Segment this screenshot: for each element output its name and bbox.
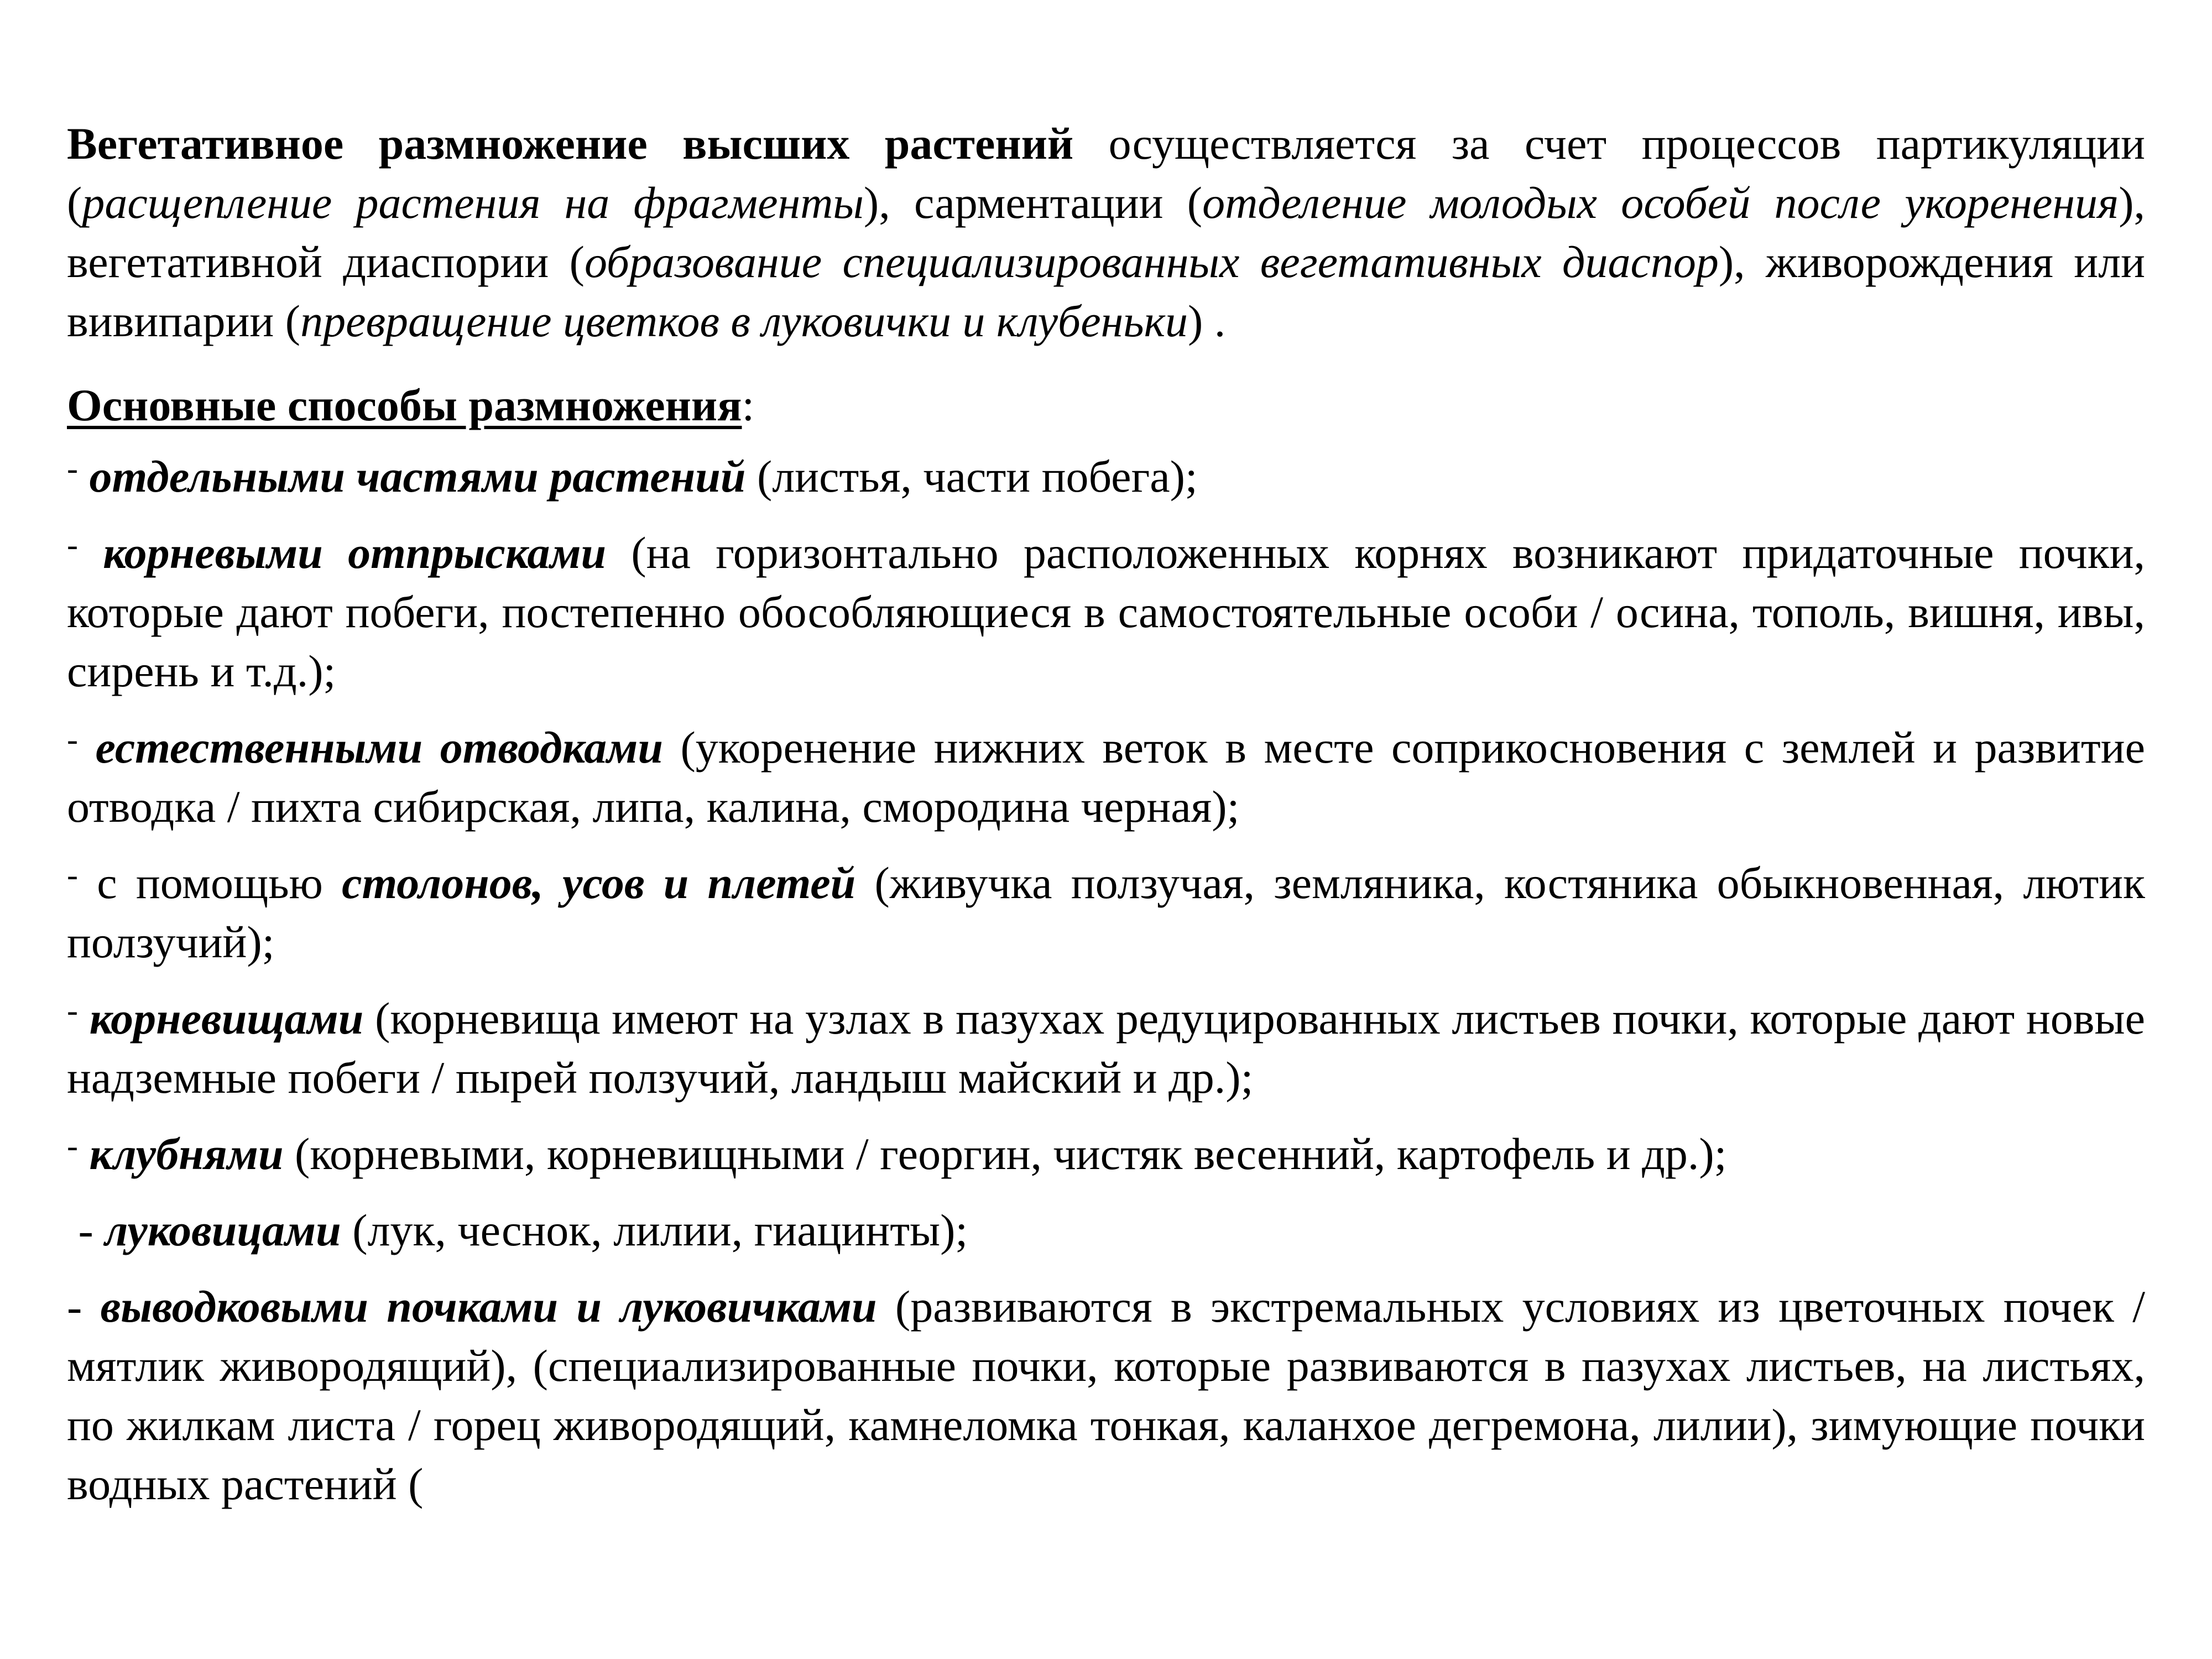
intro-text-5: ) .	[1187, 296, 1226, 346]
item-prefix	[78, 1129, 90, 1179]
intro-italic-2: отделение молодых особей после укоренения	[1202, 178, 2119, 228]
section-heading	[67, 375, 2145, 435]
list-item	[67, 718, 2145, 836]
item-term: корневыми отпрысками	[103, 528, 607, 578]
item-prefix	[78, 722, 96, 773]
item-term: луковицами	[105, 1205, 341, 1255]
item-description: (корневища имеют на узлах в пазухах редуцированных листьев почки, которые дают новые надземные побеги / пырей ползучий, ландыш майский и др.);	[67, 993, 2146, 1103]
bullet-dash: -	[67, 1128, 78, 1164]
item-term: корневищами	[89, 993, 364, 1044]
section-heading-label: Основные способы размножения	[67, 380, 742, 430]
intro-text-3: ), вегетативной диаспории (	[67, 178, 2145, 287]
bullet-dash: -	[67, 857, 78, 893]
intro-italic-1: расщепление растения на фрагменты	[82, 178, 864, 228]
list-item-bulbs	[67, 1201, 2145, 1260]
intro-italic-3: образование специализированных вегетативных диаспор	[584, 237, 1719, 287]
item-term: естественными отводками	[95, 722, 663, 773]
bullet-dash: -	[67, 526, 78, 563]
item-description: (развиваются в экстремальных условиях из цветочных почек / мятлик живородящий), (специализированные почки, которые развиваются в пазухах листьев, на листьях, по жилкам листа / горец живородящий, камнеломка тонкая, каланхое дегремона, лилии), зимующие почки водных растений (	[67, 1281, 2145, 1509]
item-prefix	[78, 451, 90, 502]
intro-paragraph	[67, 114, 2145, 351]
item-prefix	[78, 528, 103, 578]
item-description: (листья, части побега);	[745, 451, 1198, 502]
item-description: (живучка ползучая, земляника, костяника обыкновенная, лютик ползучий);	[67, 858, 2145, 967]
list-item	[67, 853, 2145, 972]
list-item	[67, 989, 2145, 1107]
bullet-dash: -	[67, 450, 78, 487]
item-prefix: -	[67, 1205, 105, 1255]
item-description: (укоренение нижних веток в месте соприкосновения с землей и развитие отводка / пихта сибирская, липа, калина, смородина черная);	[67, 722, 2146, 832]
list-item	[67, 447, 2145, 506]
item-term: столонов, усов и плетей	[342, 858, 856, 908]
item-description: (корневыми, корневищными / георгин, чистяк весенний, картофель и др.);	[283, 1129, 1727, 1179]
item-description: (лук, чеснок, лилии, гиацинты);	[341, 1205, 968, 1255]
intro-text-2: ), сарментации (	[863, 178, 1203, 228]
intro-bold-lead: Вегетативное размножение высших растений	[67, 118, 1074, 169]
bullet-dash: -	[67, 992, 78, 1029]
item-description: (на горизонтально расположенных корнях возникают придаточные почки, которые дают побеги, постепенно обособляющиеся в самостоятельные особи / осина, тополь, вишня, ивы, сирень и т.д.);	[67, 528, 2145, 696]
item-prefix: -	[67, 1281, 101, 1332]
document-page	[67, 114, 2145, 1531]
intro-text-4: ), живорождения или вивипарии (	[67, 237, 2145, 346]
item-prefix: с помощью	[77, 858, 342, 908]
list-item-brood	[67, 1277, 2145, 1514]
section-heading-colon: :	[742, 380, 755, 430]
item-prefix	[78, 993, 90, 1044]
bullet-dash: -	[67, 721, 78, 758]
item-term: выводковыми почками и луковичками	[100, 1281, 877, 1332]
intro-text-1: осуществляется за счет процессов партикуляции (	[67, 118, 2146, 228]
list-item	[67, 1124, 2145, 1183]
item-term: клубнями	[89, 1129, 284, 1179]
intro-italic-4: превращение цветков в луковички и клубеньки	[300, 296, 1188, 346]
list-item	[67, 523, 2145, 701]
item-term: отдельными частями растений	[89, 451, 746, 502]
